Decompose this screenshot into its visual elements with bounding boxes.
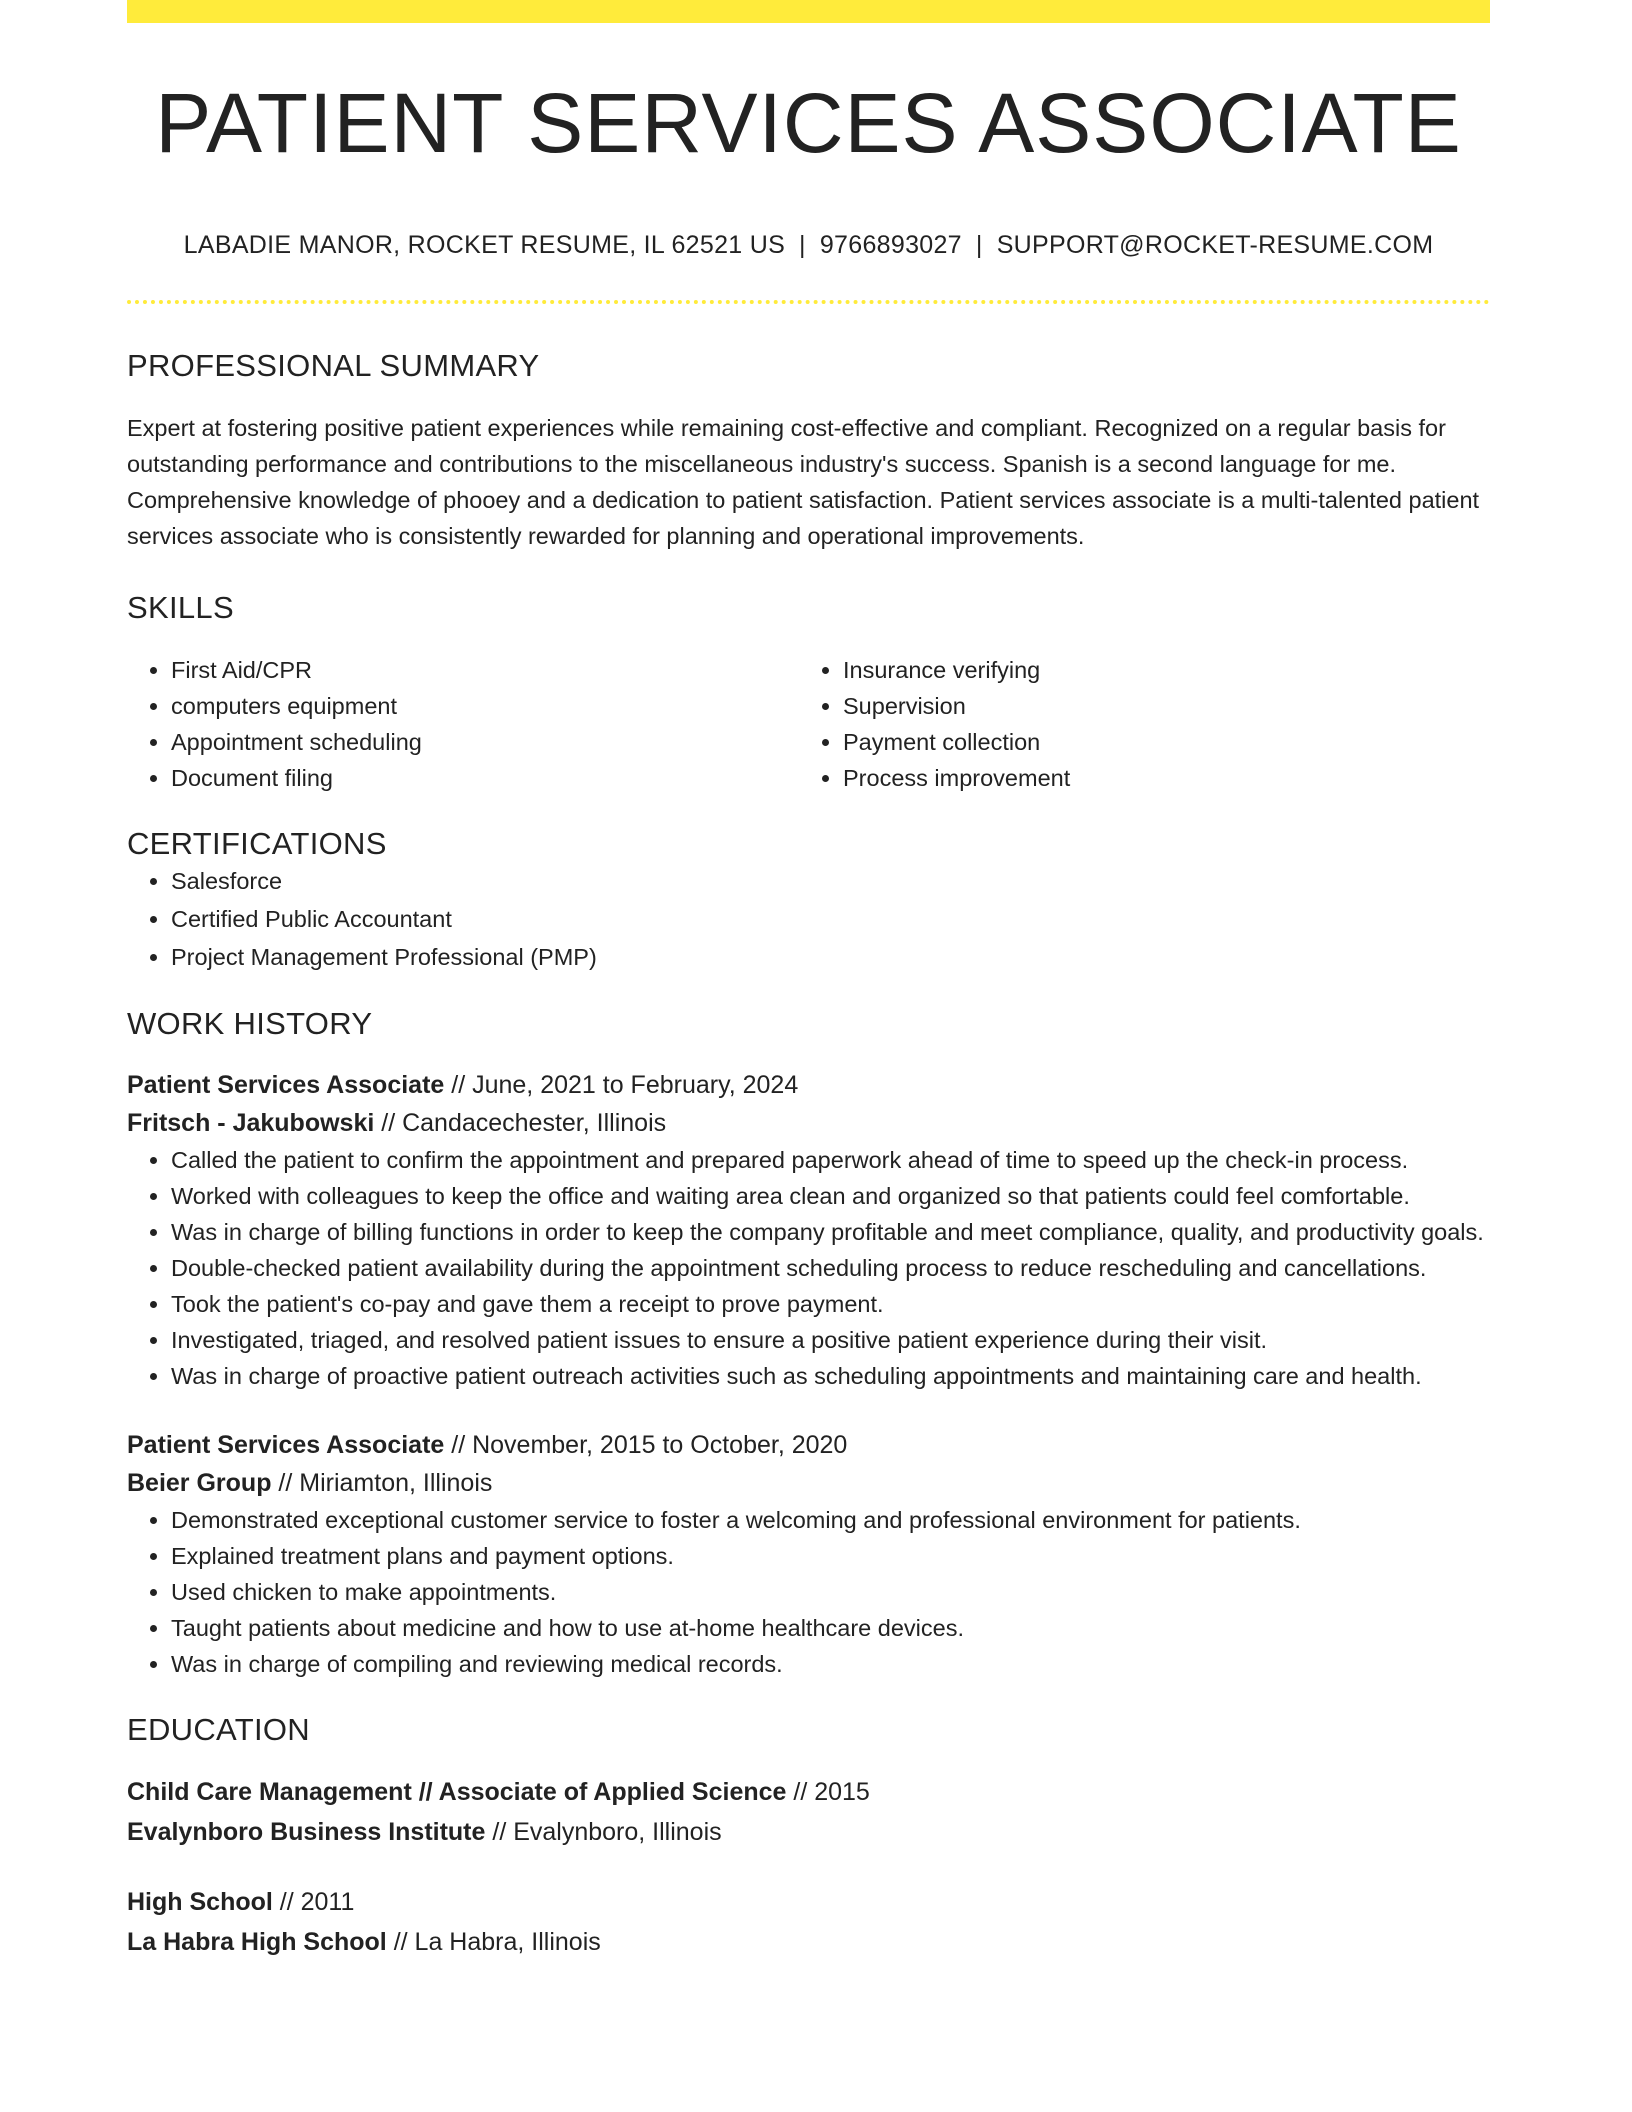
job-duty: • Was in charge of proactive patient outreach activities such as scheduling appointments and maintaining care and health. (171, 1358, 1490, 1394)
job-title-line (127, 1066, 1490, 1104)
education-entry (127, 1882, 1490, 1962)
skill-item: • Appointment scheduling (171, 724, 799, 760)
job-location: // Miriamton, Illinois (271, 1469, 493, 1497)
section-heading-education: EDUCATION (127, 1712, 310, 1747)
education-school: La Habra High School (127, 1928, 387, 1956)
job-duty: • Was in charge of compiling and reviewing medical records. (171, 1646, 1490, 1682)
skills-column-left (127, 652, 799, 796)
contact-separator: | (799, 231, 806, 259)
education-entry (127, 1772, 1490, 1852)
contact-separator: | (975, 231, 983, 259)
skill-item: • Insurance verifying (843, 652, 1471, 688)
skill-item: • Supervision (843, 688, 1471, 724)
job-company-line (127, 1104, 1490, 1142)
education-degree: Child Care Management // Associate of Applied Science (127, 1778, 787, 1806)
job-dates: // November, 2015 to October, 2020 (444, 1431, 848, 1459)
skills-list-right (799, 652, 1471, 796)
contact-phone: 9766893027 (819, 231, 962, 259)
job-entry (127, 1066, 1490, 1394)
certification-item: • Project Management Professional (PMP) (171, 938, 1490, 976)
contact-line (127, 231, 1490, 260)
contact-email[interactable]: SUPPORT@ROCKET-RESUME.COM (996, 231, 1434, 259)
job-duty: • Was in charge of billing functions in order to keep the company profitable and meet compliance, quality, and productivity goals. (171, 1214, 1490, 1250)
education-school-line (127, 1812, 1490, 1852)
skill-item: • Process improvement (843, 760, 1471, 796)
dotted-divider (127, 300, 1490, 304)
education-year: // 2015 (786, 1778, 870, 1806)
education-school-line (127, 1922, 1490, 1962)
education-year: // 2011 (272, 1888, 355, 1916)
education-location: // La Habra, Illinois (386, 1928, 601, 1956)
section-heading-certifications: CERTIFICATIONS (127, 826, 387, 861)
top-accent-bar (127, 0, 1490, 23)
job-duty: • Taught patients about medicine and how to use at-home healthcare devices. (171, 1610, 1490, 1646)
job-dates: // June, 2021 to February, 2024 (444, 1071, 799, 1099)
job-company: Beier Group (127, 1469, 272, 1497)
skill-item: • First Aid/CPR (171, 652, 799, 688)
education-school: Evalynboro Business Institute (127, 1818, 486, 1846)
job-location: // Candacechester, Illinois (374, 1109, 667, 1137)
certification-item: • Salesforce (171, 862, 1490, 900)
job-duty: • Investigated, triaged, and resolved patient issues to ensure a positive patient experience during their visit. (171, 1322, 1490, 1358)
skill-item: • Payment collection (843, 724, 1471, 760)
job-duty: • Demonstrated exceptional customer service to foster a welcoming and professional environment for patients. (171, 1502, 1490, 1538)
job-duties-list (127, 1142, 1490, 1394)
skills-grid (127, 652, 1490, 796)
summary-text: Expert at fostering positive patient experiences while remaining cost-effective and compliant. Recognized on a regular basis for outstanding performance and contributions to the miscellaneous industry's success. Spanish is a second language for me. Comprehensive knowledge of phooey and a dedication to patient satisfaction. Patient services associate is a multi-talented patient services associate who is consistently rewarded for planning and operational improvements. (127, 415, 1480, 549)
job-company-line (127, 1464, 1490, 1502)
skill-item: • computers equipment (171, 688, 799, 724)
education-degree: High School (127, 1888, 273, 1916)
job-duty: • Took the patient's co-pay and gave them a receipt to prove payment. (171, 1286, 1490, 1322)
job-duty: • Used chicken to make appointments. (171, 1574, 1490, 1610)
education-degree-line (127, 1882, 1490, 1922)
job-entry (127, 1426, 1490, 1682)
contact-address: LABADIE MANOR, ROCKET RESUME, IL 62521 US (183, 231, 786, 259)
resume-title: PATIENT SERVICES ASSOCIATE (155, 76, 1462, 170)
job-duty: • Double-checked patient availability during the appointment scheduling process to reduce rescheduling and cancellations. (171, 1250, 1490, 1286)
job-title-line (127, 1426, 1490, 1464)
job-duty: • Explained treatment plans and payment options. (171, 1538, 1490, 1574)
job-duty: • Worked with colleagues to keep the office and waiting area clean and organized so that patients could feel comfortable. (171, 1178, 1490, 1214)
section-heading-work-history: WORK HISTORY (127, 1006, 373, 1041)
skills-column-right (799, 652, 1471, 796)
section-heading-summary: PROFESSIONAL SUMMARY (127, 348, 540, 383)
skills-list-left (127, 652, 799, 796)
section-heading-skills: SKILLS (127, 590, 234, 625)
job-duties-list (127, 1502, 1490, 1682)
job-title: Patient Services Associate (127, 1431, 445, 1459)
education-degree-line (127, 1772, 1490, 1812)
job-company: Fritsch - Jakubowski (127, 1109, 375, 1137)
certifications-list (127, 862, 1490, 976)
certification-item: • Certified Public Accountant (171, 900, 1490, 938)
job-duty: • Called the patient to confirm the appointment and prepared paperwork ahead of time to speed up the check-in process. (171, 1142, 1490, 1178)
resume-page (127, 0, 1490, 1962)
education-location: // Evalynboro, Illinois (485, 1818, 722, 1846)
job-title: Patient Services Associate (127, 1071, 445, 1099)
skill-item: • Document filing (171, 760, 799, 796)
